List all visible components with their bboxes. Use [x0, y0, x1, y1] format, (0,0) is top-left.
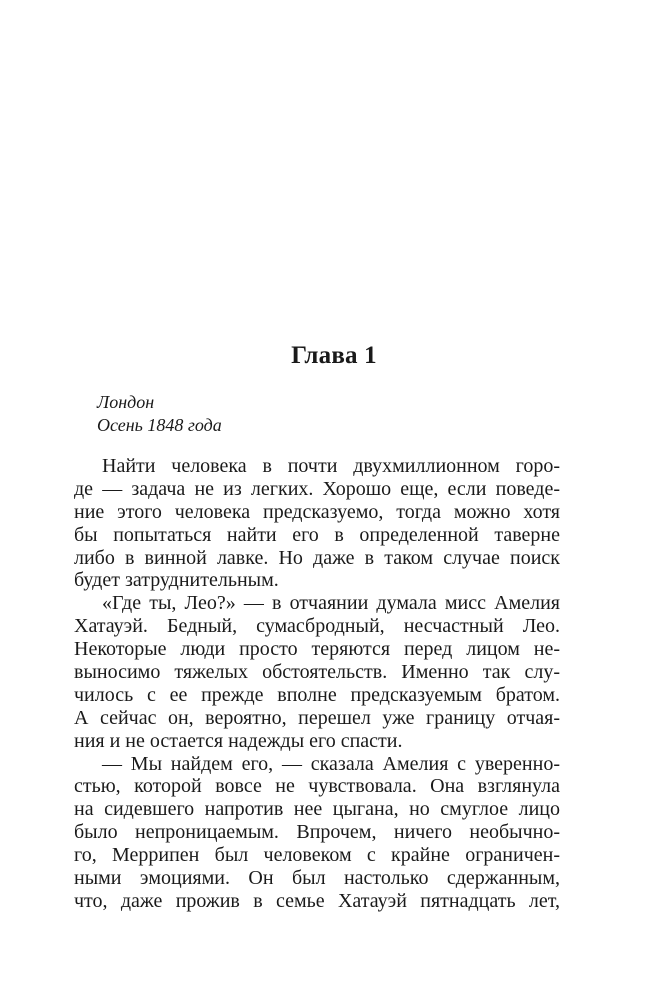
text-line: ния и не остается надежды его спасти. — [74, 729, 403, 752]
text-line: либо в винной лавке. Но даже в таком случае поиск — [74, 546, 560, 569]
text-line: было непроницаемым. Впрочем, ничего необычно- — [74, 821, 560, 844]
text-line: «Где ты, Лео?» — в отчаянии думала мисс Амелия — [102, 592, 560, 615]
text-line: ние этого человека предсказуемо, тогда можно хотя — [74, 500, 560, 523]
epigraph-date: Осень 1848 года — [97, 415, 222, 435]
text-line: де — задача не из легких. Хорошо еще, если поведе- — [74, 477, 560, 500]
text-line: — Мы найдем его, — сказала Амелия с уверенно- — [102, 752, 560, 775]
text-line: что, даже прожив в семье Хатауэй пятнадцать лет, — [74, 889, 560, 912]
epigraph — [97, 391, 222, 437]
body-text — [74, 455, 560, 913]
text-line: Хатауэй. Бедный, сумасбродный, несчастный Лео. — [74, 615, 560, 638]
text-line: стью, которой вовсе не чувствовала. Она взглянула — [74, 775, 560, 798]
text-line: на сидевшего напротив нее цыгана, но смуглое лицо — [74, 798, 560, 821]
text-line: А сейчас он, вероятно, перешел уже границу отчая- — [74, 706, 560, 729]
text-line: выносимо тяжелых обстоятельств. Именно так слу- — [74, 661, 560, 684]
text-line: бы попытаться найти его в определенной таверне — [74, 523, 560, 546]
text-line: го, Меррипен был человеком с крайне ограничен- — [74, 844, 560, 867]
text-line: чилось с ее прежде вполне предсказуемым братом. — [74, 683, 560, 706]
text-line: ными эмоциями. Он был настолько сдержанным, — [74, 867, 560, 890]
chapter-title: Глава 1 — [291, 342, 377, 369]
epigraph-place: Лондон — [97, 392, 155, 412]
text-line: Найти человека в почти двухмиллионном горо- — [102, 455, 560, 477]
text-line: Некоторые люди просто теряются перед лицом не- — [74, 638, 560, 661]
text-line: будет затруднительным. — [74, 569, 279, 592]
